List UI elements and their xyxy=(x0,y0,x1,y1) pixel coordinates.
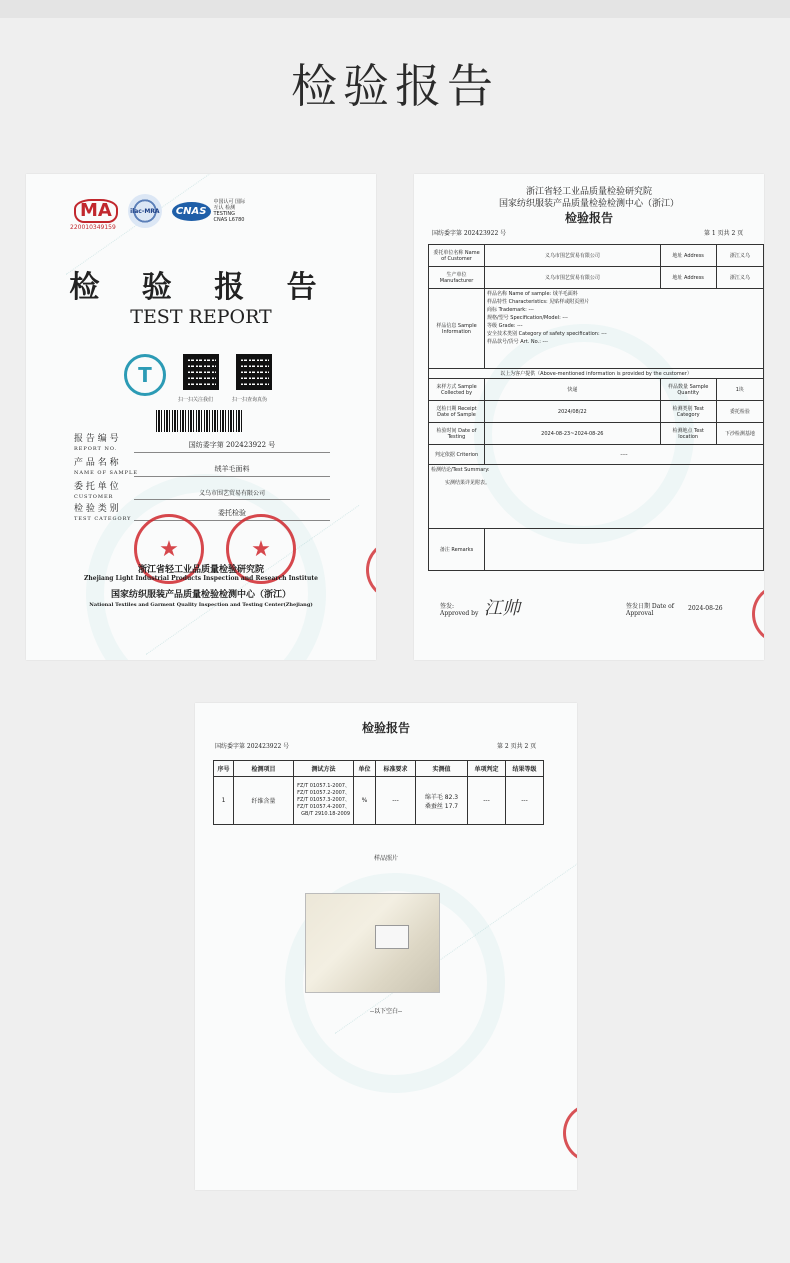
address-value: 浙江义乌 xyxy=(716,245,763,267)
cover-title-en: TEST REPORT xyxy=(130,306,272,328)
barcode-icon xyxy=(156,410,242,432)
qr-caption: 扫一扫关注我们 xyxy=(178,397,214,403)
cnas-caption: 中国认可 国际互认 检测 TESTING CNAS L6780 xyxy=(213,199,246,223)
category-label: 检 验 类 别 TEST CATEGORY xyxy=(74,504,132,522)
col-header: 实测值 xyxy=(416,761,468,777)
manufacturer-value: 义乌市围艺贸易有限公司 xyxy=(485,267,661,289)
sample-info-label: 样品信息 Sample Information xyxy=(429,289,485,369)
page-title: 检验报告 xyxy=(291,59,499,113)
summary-text: 实测结果详见附表。 xyxy=(445,480,491,486)
cnas-logo xyxy=(172,199,248,223)
col-header: 单项判定 xyxy=(468,761,506,777)
cnas-mark: CNAS xyxy=(172,202,211,221)
location-label: 检测地点 Test location xyxy=(660,423,716,445)
receipt-value: 2024/08/22 xyxy=(485,401,661,423)
col-header: 单位 xyxy=(354,761,376,777)
seal-edge-icon xyxy=(752,584,764,644)
sample-label: 产 品 名 称 NAME OF SAMPLE xyxy=(74,458,138,476)
test-results-table xyxy=(213,760,544,825)
table-row xyxy=(214,777,544,825)
report-number: 国纺委字第 202423922 号 xyxy=(432,230,507,237)
testing-date-label: 检验时间 Date of Testing xyxy=(429,423,485,445)
center-cn: 国家纺织服装产品质量检验检测中心（浙江） xyxy=(110,590,291,600)
qr-caption: 扫一扫查询真伪 xyxy=(232,397,268,403)
red-seal-icon: ★ xyxy=(134,514,204,584)
ilac-logo: ilac-MRA xyxy=(128,194,162,228)
sample-line: 样品特性 Characteristics: 见贴样或附页照片 xyxy=(487,299,590,305)
approved-label: 签发: Approved by xyxy=(440,603,479,617)
row-grade: --- xyxy=(506,777,544,825)
row-no: 1 xyxy=(214,777,234,825)
cma-logo: MA xyxy=(74,199,118,223)
receipt-label: 送检日期 Receipt Date of Sample xyxy=(429,401,485,423)
report-page-1 xyxy=(414,174,764,660)
collect-value: 快递 xyxy=(485,379,661,401)
collect-label: 来样方式 Sample Collected by xyxy=(429,379,485,401)
approval-date-label: 签发日期 Date of Approval xyxy=(626,603,674,617)
row-methods: FZ/T 01057.1-2007、 FZ/T 01057.2-2007、 FZ/T 01057.3-2007、 FZ/T 01057.4-2007、 GB/T 2910.18-2009 xyxy=(294,777,354,825)
accreditation-logos xyxy=(74,194,248,228)
sample-info-lines xyxy=(485,289,764,369)
top-strip xyxy=(0,0,790,18)
remarks-value xyxy=(485,529,764,571)
address-value: 浙江义乌 xyxy=(716,267,763,289)
row-values: 绵羊毛 82.3 桑蚕丝 17.7 xyxy=(416,777,468,825)
customer-label: 委托单位名称 Name of Customer xyxy=(429,245,485,267)
report-no-value: 国纺委字第 202423922 号 xyxy=(134,440,330,453)
provided-note: 以上为客户提供（Above-mentioned information is provided by the customer） xyxy=(429,369,764,379)
row-requirement: --- xyxy=(376,777,416,825)
col-header: 序号 xyxy=(214,761,234,777)
quantity-label: 样品数量 Sample Quantity xyxy=(660,379,716,401)
report-title: 检验报告 xyxy=(361,721,410,735)
address-label: 地址 Address xyxy=(660,245,716,267)
criterion-label: 判定依据 Criterion xyxy=(429,445,485,465)
report-page-2 xyxy=(195,703,577,1190)
page-number: 第 2 页共 2 页 xyxy=(497,743,537,750)
report-no-label: 报 告 编 号 REPORT NO. xyxy=(74,434,119,452)
sample-line: 等级 Grade: --- xyxy=(487,323,523,329)
sample-tag-icon xyxy=(375,925,409,949)
institute-header: 浙江省轻工业品质量检验研究院 xyxy=(525,187,652,197)
customer-value: 义乌市围艺贸易有限公司 xyxy=(485,245,661,267)
institute-logo-icon: T xyxy=(124,354,166,396)
summary-cell xyxy=(429,465,764,529)
cover-title-cn: 检 验 报 告 xyxy=(69,270,333,305)
customer-label: 委 托 单 位 CUSTOMER xyxy=(74,482,119,500)
qr-code-icon xyxy=(236,354,272,390)
page-number: 第 1 页共 2 页 xyxy=(704,230,744,237)
report-number: 国纺委字第 202423922 号 xyxy=(215,743,290,750)
test-category-label: 检测类别 Test Category xyxy=(660,401,716,423)
sample-photo xyxy=(305,893,440,993)
category-value: 委托检验 xyxy=(134,508,330,521)
location-value: 下沙检测基地 xyxy=(716,423,763,445)
institute-en: Zhejiang Light Industrial Products Inspection and Research Institute xyxy=(84,575,318,582)
sample-line: 商标 Trademark: --- xyxy=(487,307,534,313)
seal-edge-icon xyxy=(563,1103,577,1163)
institute-cn: 浙江省轻工业品质量检验研究院 xyxy=(137,565,264,575)
signature: 江帅 xyxy=(484,598,520,619)
manufacturer-label: 生产单位 Manufacturer xyxy=(429,267,485,289)
approval-date: 2024-08-26 xyxy=(688,605,723,612)
cma-number: 220010349159 xyxy=(70,224,116,231)
col-header: 标准要求 xyxy=(376,761,416,777)
criterion-value: ---- xyxy=(485,445,764,465)
row-item: 纤维含量 xyxy=(234,777,294,825)
cover-page xyxy=(26,174,376,660)
remarks-label: 备注 Remarks xyxy=(429,529,485,571)
customer-value: 义乌市围艺贸易有限公司 xyxy=(134,488,330,500)
sample-line: 样品款号/货号 Art. No.: --- xyxy=(487,339,548,345)
report-info-table xyxy=(428,244,764,571)
col-header: 结果等级 xyxy=(506,761,544,777)
test-category-value: 委托检验 xyxy=(716,401,763,423)
sample-line: 样品名称 Name of sample: 绒羊毛面料 xyxy=(487,291,578,297)
photo-label: 样品照片 xyxy=(373,855,398,862)
testing-date-value: 2024-08-23~2024-08-26 xyxy=(485,423,661,445)
report-title: 检验报告 xyxy=(564,211,613,225)
row-judgement: --- xyxy=(468,777,506,825)
red-seal-icon: ★ xyxy=(226,514,296,584)
sample-value: 绒羊毛面料 xyxy=(134,464,330,477)
center-header: 国家纺织服装产品质量检验检测中心（浙江） xyxy=(498,199,679,209)
address-label: 地址 Address xyxy=(660,267,716,289)
quantity-value: 1块 xyxy=(716,379,763,401)
center-en: National Textiles and Garment Quality Inspection and Testing Center(Zhejiang) xyxy=(89,602,313,608)
sample-line: 安全技术类别 Category of safety specification: --- xyxy=(487,331,607,337)
row-unit: % xyxy=(354,777,376,825)
sample-line: 规格/型号 Specification/Model: --- xyxy=(487,315,568,321)
col-header: 检测项目 xyxy=(234,761,294,777)
qr-code-icon xyxy=(183,354,219,390)
summary-label: 检测结论/Test Summary: xyxy=(431,467,490,473)
col-header: 测试方法 xyxy=(294,761,354,777)
end-note: --以下空白-- xyxy=(369,1008,403,1015)
